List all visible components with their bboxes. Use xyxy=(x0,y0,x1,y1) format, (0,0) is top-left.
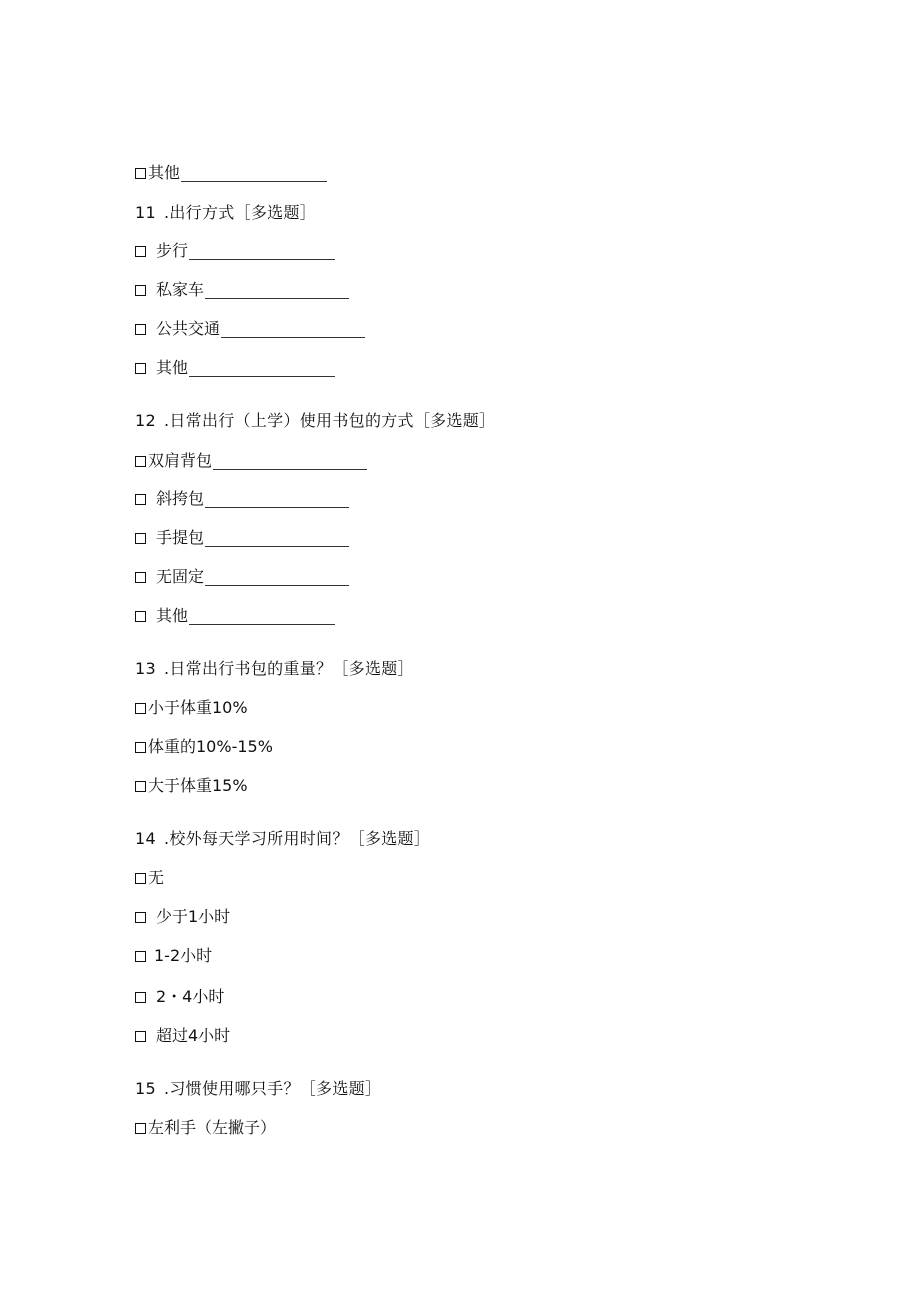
option-label: 斜挎包 xyxy=(156,489,205,508)
list-item xyxy=(135,451,367,471)
checkbox[interactable] xyxy=(135,703,146,714)
option-label: 小于体重10% xyxy=(148,698,248,717)
answer-blank[interactable] xyxy=(221,321,365,338)
option-label: 左利手（左撇子） xyxy=(148,1118,277,1137)
list-item xyxy=(135,737,273,757)
option-label: 其他 xyxy=(148,163,181,182)
answer-blank[interactable] xyxy=(213,453,367,470)
checkbox[interactable] xyxy=(135,246,146,257)
list-item xyxy=(135,946,212,966)
list-item xyxy=(135,698,248,718)
question-text: .出行方式［多选题］ xyxy=(163,203,317,222)
answer-blank[interactable] xyxy=(189,608,335,625)
option-label: 大于体重15% xyxy=(148,776,248,795)
checkbox[interactable] xyxy=(135,1031,146,1042)
checkbox[interactable] xyxy=(135,992,146,1003)
answer-blank[interactable] xyxy=(205,530,349,547)
option-label: 少于1小时 xyxy=(156,907,231,926)
list-item xyxy=(135,280,349,300)
list-item xyxy=(135,489,349,509)
checkbox[interactable] xyxy=(135,285,146,296)
checkbox[interactable] xyxy=(135,456,146,467)
option-label: 1-2小时 xyxy=(154,946,213,965)
question-title xyxy=(135,411,495,431)
question-text: .校外每天学习所用时间？［多选题］ xyxy=(163,829,431,848)
option-label: 超过4小时 xyxy=(156,1026,231,1045)
checkbox[interactable] xyxy=(135,494,146,505)
checkbox[interactable] xyxy=(135,912,146,923)
option-label: 私家车 xyxy=(156,280,205,299)
question-title xyxy=(135,829,430,849)
list-item xyxy=(135,776,248,796)
question-number: 13 xyxy=(135,659,156,678)
question-number: 15 xyxy=(135,1079,156,1098)
checkbox[interactable] xyxy=(135,951,146,962)
list-item xyxy=(135,567,349,587)
list-item xyxy=(135,358,335,378)
checkbox[interactable] xyxy=(135,533,146,544)
option-label: 无 xyxy=(148,868,165,887)
list-item xyxy=(135,163,327,183)
list-item xyxy=(135,606,335,626)
question-number: 11 xyxy=(135,203,156,222)
option-label: 公共交通 xyxy=(156,319,221,338)
question-title xyxy=(135,203,316,223)
list-item xyxy=(135,987,224,1007)
question-text: .习惯使用哪只手？［多选题］ xyxy=(163,1079,382,1098)
list-item xyxy=(135,241,335,261)
option-label: 步行 xyxy=(156,241,189,260)
checkbox[interactable] xyxy=(135,781,146,792)
checkbox[interactable] xyxy=(135,363,146,374)
question-number: 12 xyxy=(135,411,156,430)
question-title xyxy=(135,1079,381,1099)
checkbox[interactable] xyxy=(135,572,146,583)
list-item xyxy=(135,528,349,548)
checkbox[interactable] xyxy=(135,1123,146,1134)
option-label: 无固定 xyxy=(156,567,205,586)
question-text: .日常出行书包的重量？［多选题］ xyxy=(163,659,414,678)
checkbox[interactable] xyxy=(135,324,146,335)
option-label: 体重的10%-15% xyxy=(148,737,273,756)
option-label: 其他 xyxy=(156,358,189,377)
answer-blank[interactable] xyxy=(189,243,335,260)
checkbox[interactable] xyxy=(135,873,146,884)
option-label: 其他 xyxy=(156,606,189,625)
checkbox[interactable] xyxy=(135,742,146,753)
checkbox[interactable] xyxy=(135,611,146,622)
list-item xyxy=(135,868,164,888)
question-title xyxy=(135,659,414,679)
list-item xyxy=(135,1026,230,1046)
list-item xyxy=(135,1118,276,1138)
answer-blank[interactable] xyxy=(205,282,349,299)
list-item xyxy=(135,907,230,927)
question-number: 14 xyxy=(135,829,156,848)
answer-blank[interactable] xyxy=(189,360,335,377)
question-text: .日常出行（上学）使用书包的方式［多选题］ xyxy=(163,411,496,430)
checkbox[interactable] xyxy=(135,168,146,179)
answer-blank[interactable] xyxy=(205,569,349,586)
answer-blank[interactable] xyxy=(205,491,349,508)
option-label: 手提包 xyxy=(156,528,205,547)
answer-blank[interactable] xyxy=(181,165,327,182)
list-item xyxy=(135,319,365,339)
option-label: 双肩背包 xyxy=(148,451,213,470)
option-label: 2・4小时 xyxy=(156,987,225,1006)
